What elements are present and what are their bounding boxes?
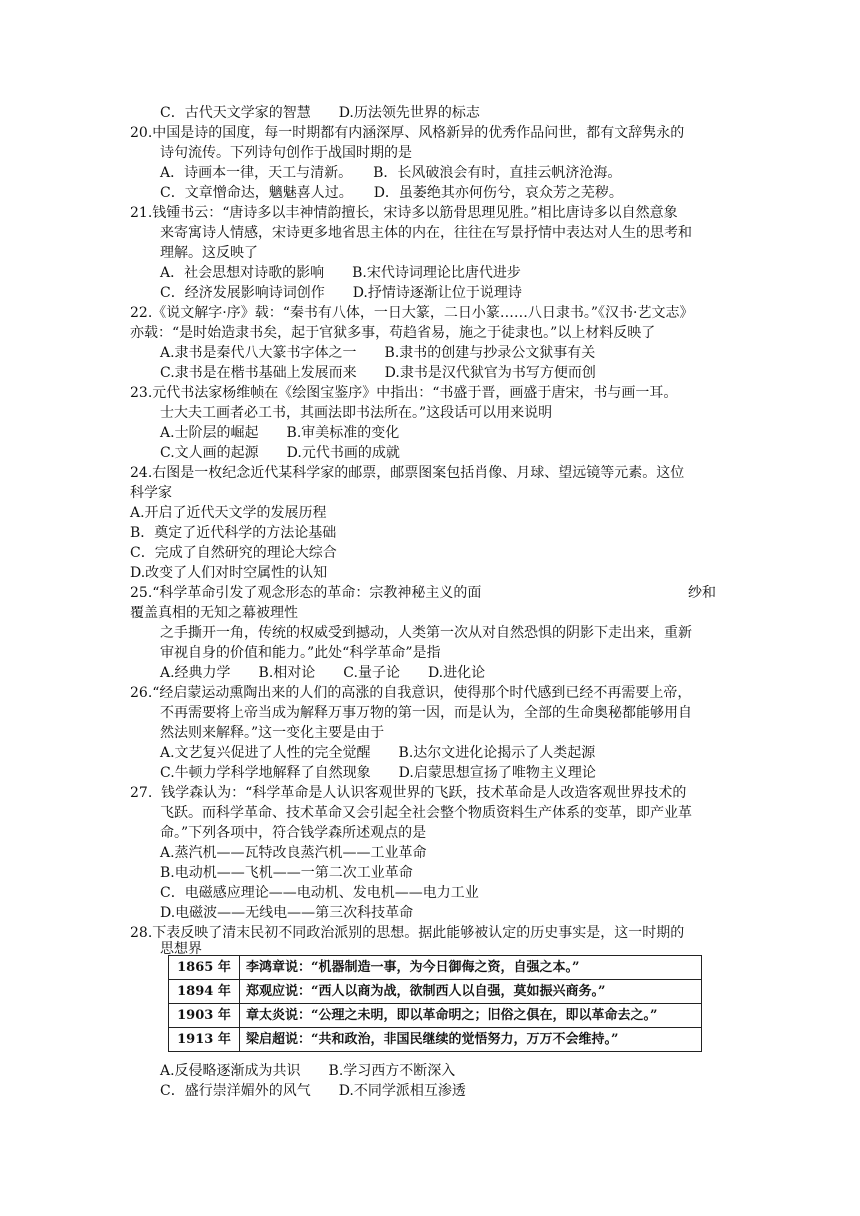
q21-stem-line1: 21.钱锺书云：“唐诗多以丰神情韵擅长，宋诗多以筋骨思理见胜。”相比唐诗多以自然意象 [130,205,678,221]
q28-quote-table [168,955,702,1052]
q22-stem-line1: 22.《说文解字·序》载：“秦书有八体，一日大篆，二日小篆……八日隶书。”《汉书·艺文志》 [130,305,694,321]
q25-stem-line3: 之手撕开一角，传统的权威受到撼动，人类第一次从对自然恐惧的阴影下走出来，重新 [160,625,692,641]
q24-option-c: C．完成了自然研究的理论大综合 [130,545,337,561]
q25-stem-line4: 审视自身的价值和能力。”此处“科学革命”是指 [160,645,441,661]
q21-stem-line3: 理解。这反映了 [160,245,258,261]
q24-stem-line2: 科学家 [130,485,172,501]
q24-stem-line1: 24.右图是一枚纪念近代某科学家的邮票，邮票图案包括肖像、月球、望远镜等元素。这位 [130,465,685,481]
table-row [169,956,702,980]
q25-stem-line1a: 25.“科学革命引发了观念形态的革命：宗教神秘主义的面 [130,585,482,601]
q22-options-ab: A.隶书是秦代八大篆书字体之一 B.隶书的创建与抄录公文狱事有关 [160,345,596,361]
q26-options-ab: A.文艺复兴促进了人性的完全觉醒 B.达尔文进化论揭示了人类起源 [160,745,596,761]
q28-stem-line1: 28.下表反映了清末民初不同政治派别的思想。据此能够被认定的历史事实是，这一时期的 [130,925,685,941]
q21-stem-line2: 来寄寓诗人情感，宋诗更多地省思主体的内在，往往在写景抒情中表达对人生的思考和 [160,225,692,241]
table-year-cell: 1894 年 [169,980,240,1004]
q27-option-a: A.蒸汽机——瓦特改良蒸汽机——工业革命 [160,845,427,861]
q24-option-a: A.开启了近代天文学的发展历程 [130,505,327,521]
table-quote-cell: 梁启超说：“共和政治，非国民继续的觉悟努力，万万不会维持。” [240,1028,702,1052]
table-year-cell: 1865 年 [169,956,240,980]
q22-stem-line2: 亦载：“是时始造隶书矣，起于官狱多事，苟趋省易，施之于徒隶也。”以上材料反映了 [130,325,656,341]
q20-stem-line2: 诗句流传。下列诗句创作于战国时期的是 [160,145,412,161]
q24-option-d: D.改变了人们对时空属性的认知 [130,565,328,581]
q20-stem-line1: 20.中国是诗的国度，每一时期都有内涵深厚、风格新异的优秀作品问世，都有文辞隽永的 [130,125,685,141]
q23-options-cd: C.文人画的起源 D.元代书画的成就 [160,445,400,461]
table-quote-cell: 李鸿章说：“机器制造一事，为今日御侮之资，自强之本。” [240,956,702,980]
q26-stem-line1: 26.“经启蒙运动熏陶出来的人们的高涨的自我意识，使得那个时代感到已经不再需要上帝， [130,685,692,701]
table-row [169,1028,702,1052]
q28-options-ab: A.反侵略逐渐成为共识 B.学习西方不断深入 [160,1063,456,1079]
table-quote-cell: 章太炎说：“公理之未明，即以革命明之；旧俗之俱在，即以革命去之。” [240,1004,702,1028]
q27-option-c: C．电磁感应理论——电动机、发电机——电力工业 [160,885,479,901]
table-year-cell: 1903 年 [169,1004,240,1028]
q24-option-b: B．奠定了近代科学的方法论基础 [130,525,337,541]
q28-stem-line2: 思想界 [160,941,202,957]
q27-option-b: B.电动机——飞机——一第二次工业革命 [160,865,413,881]
q20-options-cd: C．文章憎命达，魑魅喜人过。 D．虽萎绝其亦何伤兮，哀众芳之芜秽。 [160,185,623,201]
table-quote-cell: 郑观应说：“西人以商为战，欲制西人以自强，莫如振兴商务。” [240,980,702,1004]
q25-stem-line2: 覆盖真相的无知之幕被理性 [130,605,298,621]
q27-stem-line1: 27. 钱学森认为：“科学革命是人认识客观世界的飞跃，技术革命是人改造客观世界技术的 [130,785,687,801]
q20-options-ab: A．诗画本一律，天工与清新。 B．长风破浪会有时，直挂云帆济沧海。 [160,165,622,181]
q25-stem-line1b: 纱和 [688,585,716,601]
q28-options-cd: C．盛行崇洋媚外的风气 D.不同学派相互渗透 [160,1083,466,1099]
q27-stem-line3: 命。”下列各项中，符合钱学森所述观点的是 [160,825,427,841]
q23-options-ab: A.士阶层的崛起 B.审美标准的变化 [160,425,400,441]
table-row [169,1004,702,1028]
q26-stem-line3: 然法则来解释。”这一变化主要是由于 [160,725,385,741]
q27-stem-line2: 飞跃。而科学革命、技术革命又会引起全社会整个物质资料生产体系的变革，即产业革 [160,805,692,821]
q26-stem-line2: 不再需要将上帝当成为解释万事万物的第一因，而是认为，全部的生命奥秘都能够用自 [160,705,692,721]
q19-options-cd: C．古代天文学家的智慧 D.历法领先世界的标志 [160,105,480,121]
q26-options-cd: C.牛顿力学科学地解释了自然现象 D.启蒙思想宣扬了唯物主义理论 [160,765,596,781]
q21-options-ab: A．社会思想对诗歌的影响 B.宋代诗词理论比唐代进步 [160,265,521,281]
table-year-cell: 1913 年 [169,1028,240,1052]
q23-stem-line2: 士大夫工画者必工书，其画法即书法所在。”这段话可以用来说明 [160,405,553,421]
q22-options-cd: C.隶书是在楷书基础上发展而来 D.隶书是汉代狱官为书写方便而创 [160,365,596,381]
q23-stem-line1: 23.元代书法家杨维帧在《绘图宝鉴序》中指出：“书盛于晋，画盛于唐宋，书与画一耳。 [130,385,678,401]
q27-option-d: D.电磁波——无线电——第三次科技革命 [160,905,414,921]
q21-options-cd: C．经济发展影响诗词创作 D.抒情诗逐渐让位于说理诗 [160,285,522,301]
q25-options: A.经典力学 B.相对论 C.量子论 D.进化论 [160,665,486,681]
table-row [169,980,702,1004]
